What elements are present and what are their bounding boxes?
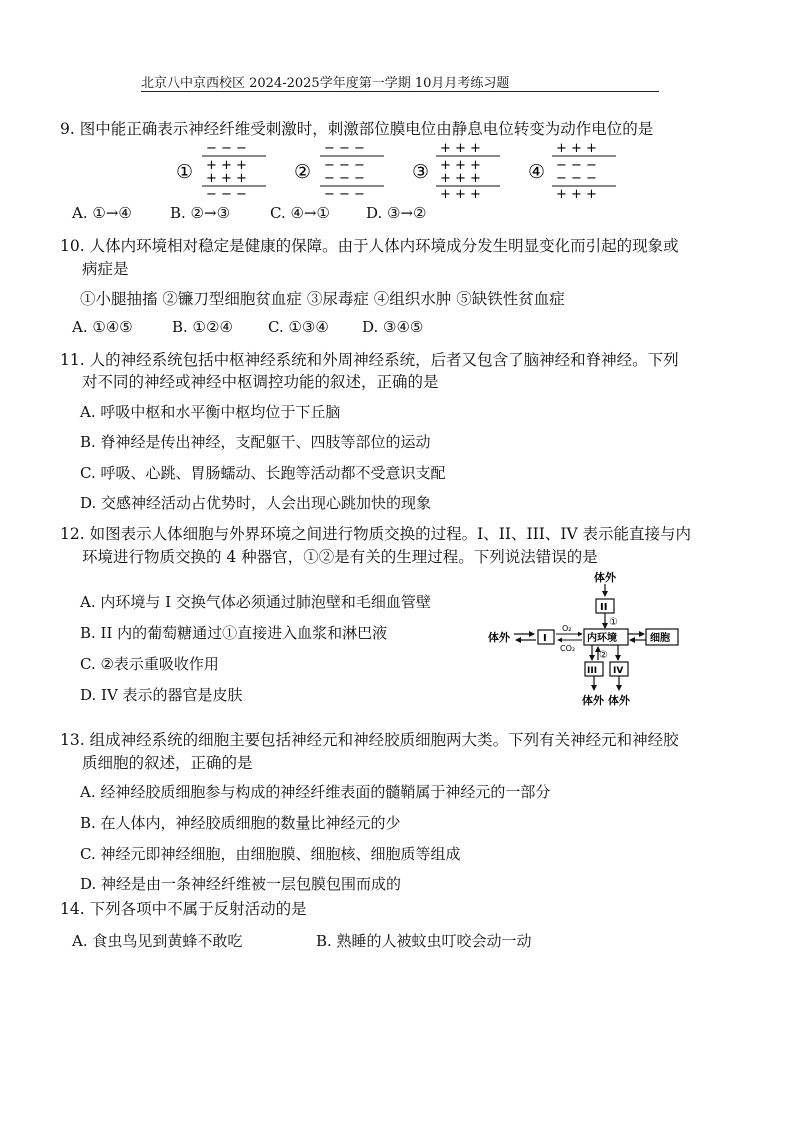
svg-text:+ + +: + + + [440,171,481,186]
svg-text:− − −: − − − [324,158,365,173]
outside-left-label: 体外 [488,631,510,644]
q12-option-d: D. IV 表示的器官是皮肤 [80,686,243,704]
q11-option-d: D. 交感神经活动占优势时，人会出现心跳加快的现象 [80,494,432,512]
svg-text:− − −: − − − [324,187,365,202]
q9-option-b: B. ②→③ [170,204,231,222]
q13-option-c: C. 神经元即神经细胞，由细胞膜、细胞核、细胞质等组成 [80,845,461,863]
q12-stem-line2: 环境进行物质交换的 4 种器官，①②是有关的生理过程。下列说法错误的是 [82,548,598,566]
q9-figure-2-label: ② [294,161,312,183]
q11-stem-line2: 对不同的神经或神经中枢调控功能的叙述，正确的是 [82,373,439,391]
q9-figure-4-label: ④ [528,161,546,183]
q10-items: ①小腿抽搐 ②镰刀型细胞贫血症 ③尿毒症 ④组织水肿 ⑤缺铁性贫血症 [80,290,565,308]
q9-option-d: D. ③→② [366,204,427,222]
q12-option-a: A. 内环境与 I 交换气体必须通过肺泡壁和毛细血管壁 [80,593,431,611]
q12-stem-line1: 12. 如图表示人体细胞与外界环境之间进行物质交换的过程。I、II、III、IV 表示能直接与内 [60,525,692,543]
q12-option-c: C. ②表示重吸收作用 [80,655,219,673]
q13-option-b: B. 在人体内，神经胶质细胞的数量比神经元的少 [80,814,401,832]
o2-label: O₂ [562,624,572,633]
q12-exchange-diagram [486,568,706,712]
q10-option-b: B. ①②④ [172,318,233,336]
svg-text:+ + +: + + + [440,187,481,202]
svg-text:− − −: − − − [206,141,247,156]
q9-figure-3 [412,141,500,202]
q10-option-c: C. ①③④ [268,318,329,336]
q9-membrane-figures [170,140,630,202]
q12-option-b: B. II 内的葡萄糖通过①直接进入血浆和淋巴液 [80,624,388,642]
q9-figure-4 [528,141,616,202]
process-2-label: ② [599,650,608,661]
q11-option-a: A. 呼吸中枢和水平衡中枢均位于下丘脑 [80,403,341,421]
svg-text:− − −: − − − [556,158,597,173]
svg-text:− − −: − − − [556,171,597,186]
q11-stem-line1: 11. 人的神经系统包括中枢神经系统和外周神经系统，后者又包含了脑神经和脊神经。下列 [60,351,679,369]
svg-text:− − −: − − − [324,141,365,156]
svg-text:− − −: − − − [324,171,365,186]
page-header-title: 北京八中京西校区 2024-2025学年度第一学期 10月月考练习题 [141,76,510,91]
q9-figure-1 [176,141,266,202]
svg-text:− − −: − − − [206,187,247,202]
svg-text:细胞: 细胞 [650,633,670,644]
co2-label: CO₂ [560,644,576,653]
header-underline [141,91,659,92]
q9-figure-2 [294,141,384,202]
svg-text:II: II [600,602,608,613]
svg-text:+ + +: + + + [556,141,597,156]
q10-stem-line1: 10. 人体内环境相对稳定是健康的保障。由于人体内环境成分发生明显变化而引起的现象或 [60,237,679,255]
q10-stem-line2: 病症是 [82,260,129,278]
q13-stem-line1: 13. 组成神经系统的细胞主要包括神经元和神经胶质细胞两大类。下列有关神经元和神经胶 [60,731,679,749]
svg-text:+ + +: + + + [206,158,247,173]
q9-figure-1-label: ① [176,161,194,183]
q11-option-c: C. 呼吸、心跳、胃肠蠕动、长跑等活动都不受意识支配 [80,464,446,482]
svg-text:+ + +: + + + [206,171,247,186]
q9-figure-3-label: ③ [412,161,430,183]
q10-option-a: A. ①④⑤ [72,318,133,336]
svg-text:IV: IV [613,666,624,676]
q9-option-c: C. ④→① [270,204,330,222]
q9-option-a: A. ①→④ [72,204,132,222]
q14-option-a: A. 食虫鸟见到黄蜂不敢吃 [72,932,243,950]
q10-option-d: D. ③④⑤ [362,318,424,336]
svg-text:内环境: 内环境 [587,633,617,644]
svg-text:+ + +: + + + [440,141,481,156]
outside-bottom-right-label: 体外 [608,694,630,707]
q13-stem-line2: 质细胞的叙述，正确的是 [82,754,253,772]
svg-text:+ + +: + + + [556,187,597,202]
q14-option-b: B. 熟睡的人被蚊虫叮咬会动一动 [316,932,532,950]
q13-option-d: D. 神经是由一条神经纤维被一层包膜包围而成的 [80,875,402,893]
outside-top-label: 体外 [594,571,616,584]
outside-bottom-left-label: 体外 [582,694,604,707]
q11-option-b: B. 脊神经是传出神经，支配躯干、四肢等部位的运动 [80,433,431,451]
svg-text:III: III [587,666,598,676]
svg-text:+ + +: + + + [440,158,481,173]
q9-stem: 9. 图中能正确表示神经纤维受刺激时，刺激部位膜电位由静息电位转变为动作电位的是 [60,120,654,138]
svg-text:I: I [543,633,547,644]
process-1-label: ① [609,617,618,628]
q13-option-a: A. 经神经胶质细胞参与构成的神经纤维表面的髓鞘属于神经元的一部分 [80,783,551,801]
q14-stem: 14. 下列各项中不属于反射活动的是 [60,900,307,918]
